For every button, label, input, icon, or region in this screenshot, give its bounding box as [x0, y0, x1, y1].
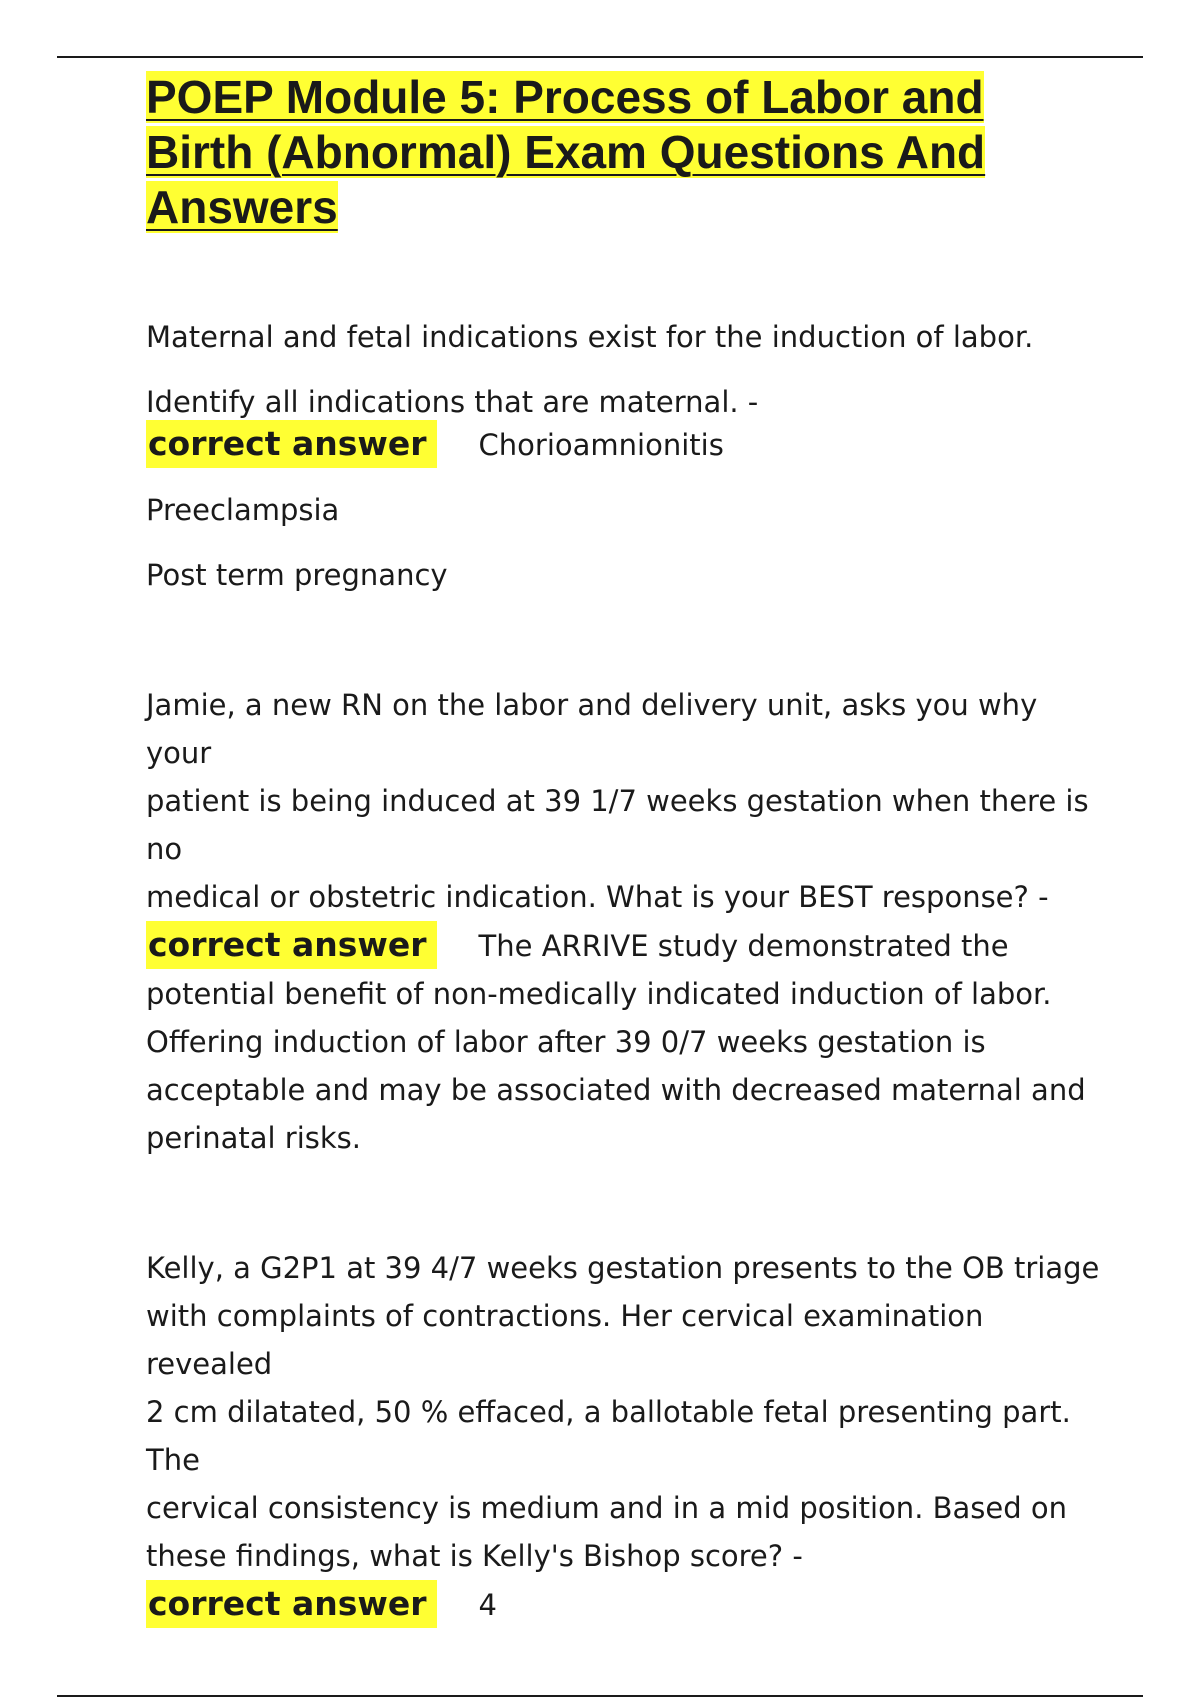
correct-answer-label: correct answer: [146, 921, 437, 969]
question-text: 2 cm dilatated, 50 % effaced, a ballotable fetal presenting part. The: [146, 1395, 1071, 1477]
question-text: with complaints of contractions. Her cervical examination revealed: [146, 1299, 984, 1381]
answer-row: [146, 921, 1106, 970]
answer-text: 4: [478, 1588, 497, 1622]
question-text: Kelly, a G2P1 at 39 4/7 weeks gestation presents to the OB triage: [146, 1251, 1100, 1285]
question-text: Maternal and fetal indications exist for the induction of labor.: [146, 320, 1034, 354]
title-line: Birth (Abnormal) Exam Questions And: [146, 126, 986, 178]
answer-text: The ARRIVE study demonstrated the: [478, 929, 1009, 963]
question-text: cervical consistency is medium and in a mid position. Based on: [146, 1491, 1067, 1525]
answer-text: potential benefit of non-medically indicated induction of labor.: [146, 977, 1052, 1011]
answer-row: [146, 1580, 1106, 1629]
answer-text: acceptable and may be associated with decreased maternal and: [146, 1073, 1086, 1107]
answer-text: Chorioamnionitis: [478, 428, 724, 462]
question-text: these findings, what is Kelly's Bishop score? -: [146, 1539, 803, 1573]
answer-text: Offering induction of labor after 39 0/7 weeks gestation is: [146, 1025, 986, 1059]
bottom-rule: [57, 1695, 1143, 1697]
qa-item-1: [146, 313, 1106, 599]
title-line: POEP Module 5: Process of Labor and: [146, 71, 984, 123]
qa-item-2: [146, 681, 1106, 1162]
question-text: Identify all indications that are maternal. -: [146, 385, 759, 419]
correct-answer-label: correct answer: [146, 420, 437, 468]
title-line: Answers: [146, 181, 338, 233]
correct-answer-label: correct answer: [146, 1580, 437, 1628]
answer-list-item: Post term pregnancy: [146, 558, 448, 592]
top-rule: [57, 56, 1143, 58]
document-body: [146, 70, 1106, 1629]
document-title: [146, 70, 1106, 235]
question-text: patient is being induced at 39 1/7 weeks gestation when there is no: [146, 784, 1089, 866]
qa-item-3: [146, 1244, 1106, 1629]
answer-list-item: Preeclampsia: [146, 493, 340, 527]
answer-row: [146, 420, 1106, 469]
question-text: Jamie, a new RN on the labor and delivery unit, asks you why your: [146, 688, 1038, 770]
question-text: medical or obstetric indication. What is your BEST response? -: [146, 880, 1049, 914]
answer-text: perinatal risks.: [146, 1121, 362, 1155]
